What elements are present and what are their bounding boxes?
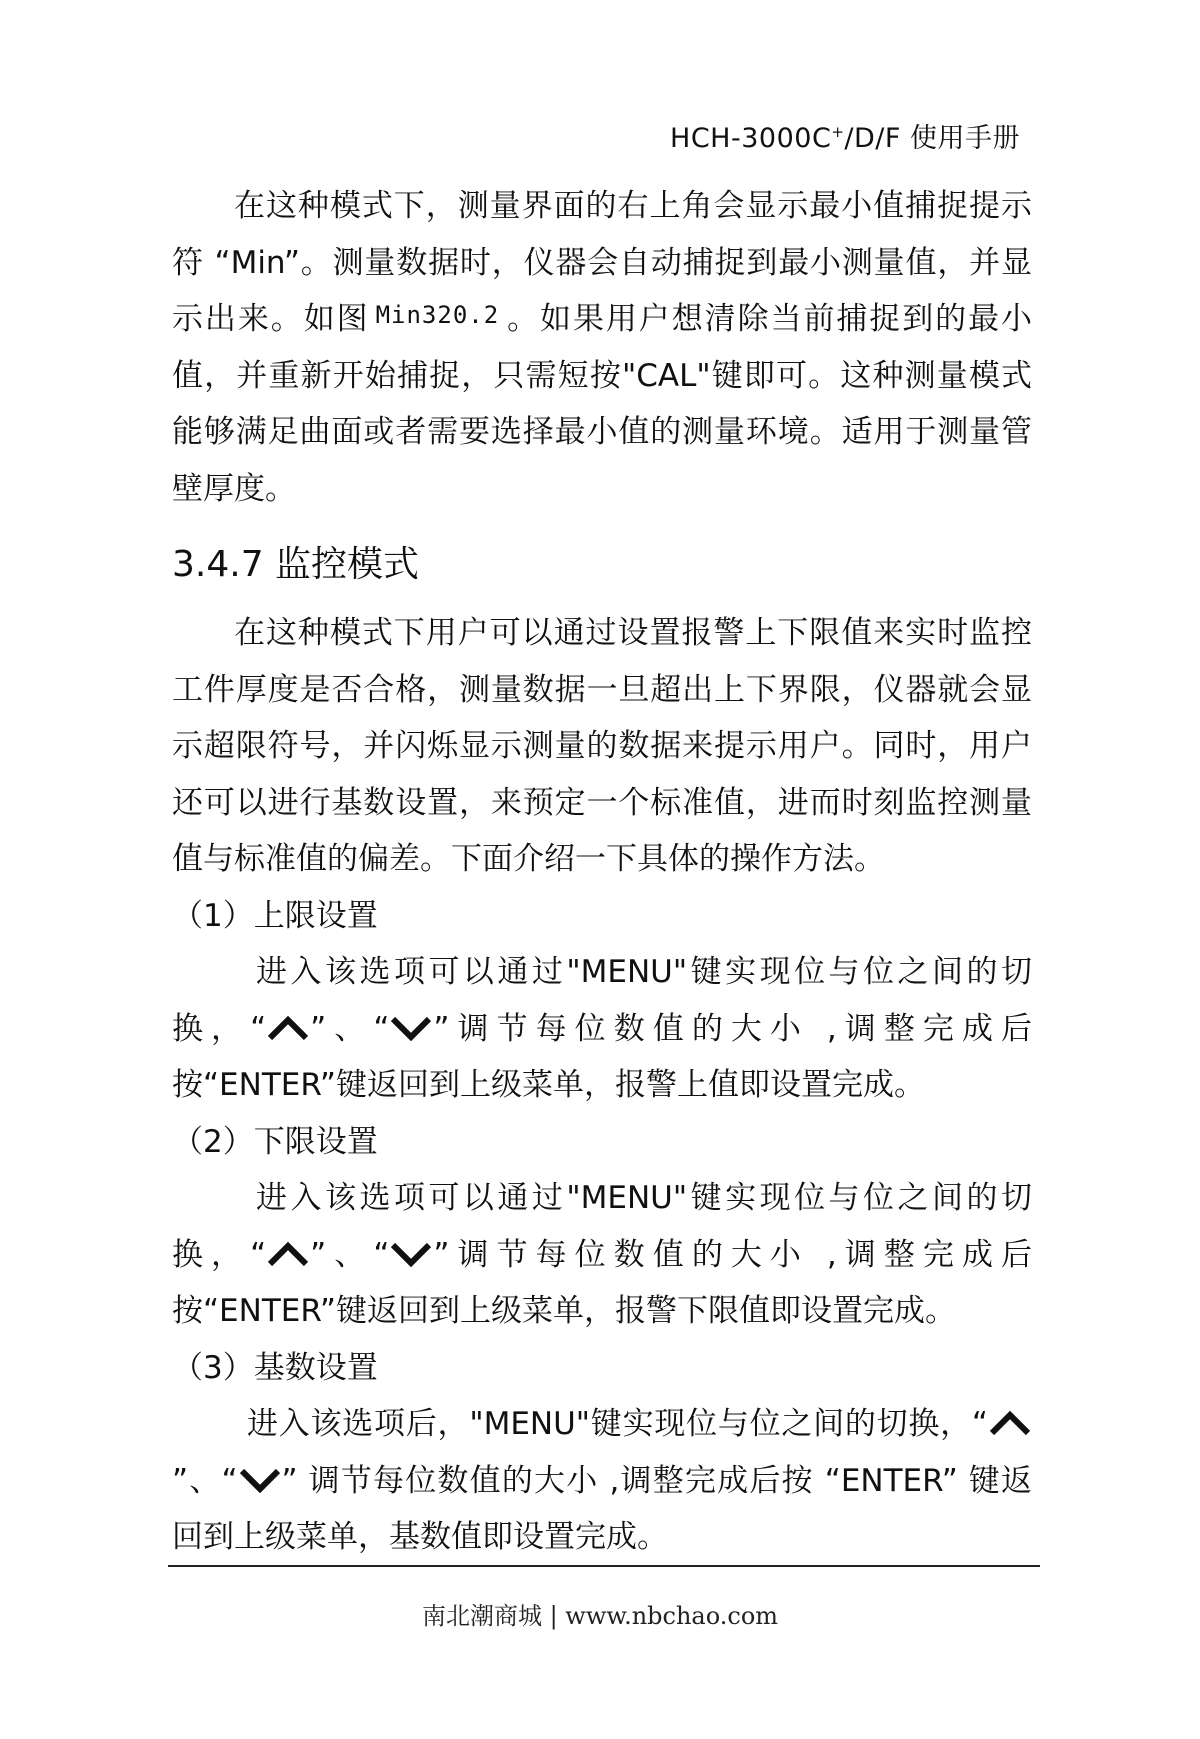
page-footer: 南北潮商城 | www.nbchao.com (421, 1602, 779, 1630)
header-model-prefix: HCH-3000C (670, 123, 832, 154)
down-arrow-icon (238, 1467, 282, 1493)
section-intro-paragraph: 在这种模式下用户可以通过设置报警上下限值来实时监控工件厚度是否合格，测量数据一旦超出上下界限，仪器就会显示超限符号，并闪烁显示测量的数据来提示用户。同时，用户还可以进行基数设置，来预定一个标准值，进而时刻监控测量值与标准值的偏差。下面介绍一下具体的操作方法。 (172, 615, 1032, 877)
page-content (172, 178, 1032, 1566)
item-text-upper-limit (172, 944, 1032, 1114)
item-text-a: 进入该选项可以通过"MENU"键实现位与位之间的切换，“ (172, 954, 1032, 1047)
item-title-lower-limit: （2）下限设置 (172, 1123, 378, 1160)
up-arrow-icon (266, 1241, 310, 1267)
item-text-lower-limit (172, 1170, 1032, 1340)
intro-text-a: 在这种模式下，测量界面的右上角会显示最小值捕捉提示符 “Min”。测量数据时，仪器会自动捕捉到最小测量值，并显示出来。如图 (172, 188, 1032, 337)
down-arrow-icon (389, 1015, 433, 1041)
lcd-min-readout: Min320.2 (375, 301, 500, 329)
item-sep: ”、“ (310, 1236, 390, 1273)
item-sep: ”、“ (172, 1462, 238, 1499)
item-title-upper-limit: （1）上限设置 (172, 897, 378, 934)
up-arrow-icon (988, 1410, 1032, 1436)
item-text-a: 进入该选项后，"MENU"键实现位与位之间的切换，“ (247, 1406, 988, 1442)
item-sep: ”、“ (310, 1010, 390, 1047)
item-text-b: ”调节每位数值的大小 ,调整完成后按“ENTER”键返回到上级菜单，报警下限值即设置完成。 (172, 1236, 1032, 1329)
item-text-b: ”调节每位数值的大小 ,调整完成后按“ENTER”键返回到上级菜单，报警上值即设置完成。 (172, 1010, 1032, 1103)
section-title: 3.4.7 监控模式 (172, 544, 420, 585)
item-text-a: 进入该选项可以通过"MENU"键实现位与位之间的切换，“ (172, 1180, 1032, 1273)
item-text-b: ” 调节每位数值的大小 ,调整完成后按 “ENTER” 键返回到上级菜单，基数值即设置完成。 (172, 1462, 1033, 1555)
up-arrow-icon (266, 1015, 310, 1041)
item-text-base-value (172, 1396, 1032, 1566)
intro-paragraph (172, 178, 1032, 517)
page-header (670, 116, 1020, 155)
intro-text-b: 。如果用户想清除当前捕捉到的最小值，并重新开始捕捉，只需短按"CAL"键即可。这种测量模式能够满足曲面或者需要选择最小值的测量环境。适用于测量管壁厚度。 (172, 301, 1033, 507)
header-model-suffix: /D/F 使用手册 (844, 123, 1020, 154)
header-superscript: + (831, 123, 845, 141)
item-title-base-value: （3）基数设置 (172, 1349, 378, 1386)
down-arrow-icon (389, 1241, 433, 1267)
footer-divider (168, 1565, 1040, 1567)
